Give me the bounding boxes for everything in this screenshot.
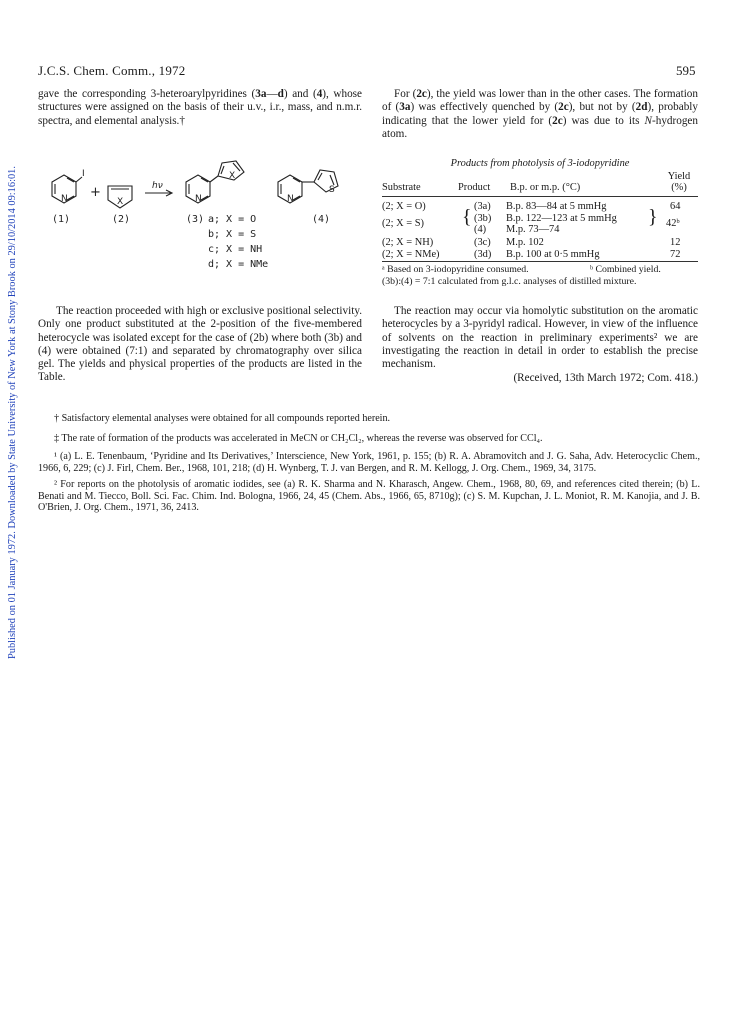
atom-N-3: N — [195, 194, 202, 204]
products-table — [382, 171, 698, 193]
atom-S-4: S — [329, 185, 335, 195]
left-bottom-paragraph: The reaction proceeded with high or exclusive positional selectivity. Only one product substituted at the 2-position of the five-membered heterocycle was isolated except for the case of (2b) where both (3b) and (4) were obtained (7:1) and separated by chromatography over silica gel. The yields and physical properties of the products are listed in the Table. — [38, 305, 362, 384]
table-row: (2; X = NH) (3c) M.p. 102 12 — [382, 237, 681, 248]
plus-sign: + — [90, 185, 101, 200]
header-substrate: Substrate — [382, 182, 421, 193]
table-footnote-ratio: (3b):(4) = 7:1 calculated from g.l.c. analyses of distilled mixture. — [382, 276, 637, 287]
page-number: 595 — [676, 63, 696, 78]
atom-X-3: X — [229, 171, 236, 181]
reference-1: ¹ (a) L. E. Tenenbaum, ‘Pyridine and Its Derivatives,’ Interscience, New York, 1961, p. 155; (b) R. A. Abramovitch and J. G. Saha, Adv. Heterocyclic Chem., 1966, 6, 229; (c) J. Firl, Chem. Ber., 1968, 101, 218; (d) H. Wynberg, T. J. van Bergen, and R. M. Kellogg, J. Org. Chem., 1969, 34, 3175. — [38, 451, 700, 474]
table-caption: Products from photolysis of 3-iodopyridine — [450, 158, 630, 169]
header-property: B.p. or m.p. (°C) — [510, 182, 581, 193]
variant-c: c; X = NH — [208, 244, 263, 255]
table-rule-bottom — [382, 261, 698, 262]
table-row: (2; X = S) { (3b) (4) B.p. 122—123 at 5 mmHg M.p. 73—74 } 42ᵇ — [382, 206, 680, 235]
variant-a: a; X = O — [208, 214, 257, 225]
table-footnotes — [382, 264, 698, 288]
table-header-row — [382, 171, 698, 193]
table-rule-top — [382, 196, 698, 197]
header-yield: Yield (%) — [667, 171, 691, 194]
journal-header: J.C.S. Chem. Comm., 1972 — [38, 63, 186, 78]
atom-I: I — [82, 169, 85, 179]
table-footnote-b: ᵇ Combined yield. — [590, 264, 661, 275]
compound-label-3: (3) — [186, 214, 205, 225]
right-top-paragraph: For (2c), the yield was lower than in the other cases. The formation of (3a) was effectively quenched by (2c), but not by (2d), probably indicating that the lower yield for (2c) was due to its N-hydrogen atom. — [382, 88, 699, 140]
table-row: (2; X = NMe) (3d) B.p. 100 at 0·5 mmHg 72 — [382, 249, 681, 260]
note-dagger: † Satisfactory elemental analyses were obtained for all compounds reported herein. — [54, 413, 391, 424]
reaction-scheme — [38, 158, 368, 283]
variant-b: b; X = S — [208, 229, 257, 240]
received-line: (Received, 13th March 1972; Com. 418.) — [513, 372, 698, 384]
table-body — [382, 201, 698, 261]
atom-N-1: N — [61, 194, 68, 204]
left-top-paragraph: gave the corresponding 3-heteroarylpyridines (3a—d) and (4), whose structures were assigned on the basis of their u.v., i.r., mass, and n.m.r. spectra, and elemental analysis.† — [38, 88, 362, 127]
compound-label-2: (2) — [112, 214, 131, 225]
compound-label-1: (1) — [52, 214, 71, 225]
table-row: (2; X = O) (3a) B.p. 83—84 at 5 mmHg 64 — [382, 201, 681, 212]
hv-label: hν — [152, 181, 163, 191]
atom-X-2: X — [117, 197, 124, 207]
compound-label-4: (4) — [312, 214, 331, 225]
reference-2: ² For reports on the photolysis of aromatic iodides, see (a) R. K. Sharma and N. Kharasch, Angew. Chem., 1968, 80, 69, and references cited therein; (b) L. Benati and M. Tiecco, Boll. Sci. Fac. Chim. Ind. Bologna, 1966, 24, 45 (Chem. Abs., 1966, 65, 8710g); (c) S. M. Kupchan, J. L. Moniot, R. M. Kanojia, and J. B. O'Brien, J. Org. Chem., 1971, 36, 2413. — [38, 479, 700, 514]
table-footnote-a: ᵃ Based on 3-iodopyridine consumed. — [382, 264, 529, 275]
header-product: Product — [458, 182, 491, 193]
download-watermark: Published on 01 January 1972. Downloaded by State University of New York at Stony Brook on 29/10/2014 09:16:01. — [7, 166, 18, 659]
variant-d: d; X = NMe — [208, 259, 269, 270]
atom-N-4: N — [287, 194, 294, 204]
right-bottom-paragraph: The reaction may occur via homolytic substitution on the aromatic heterocycles by a 3-pyridyl radical. However, in view of the influence of solvents on the reaction in preliminary experiments² we are investigating the reaction in detail in order to establish the precise mechanism. — [382, 305, 698, 371]
note-ddagger: ‡ The rate of formation of the products was accelerated in MeCN or CH₂Cl₂, whereas the reverse was observed for CCl₄. — [54, 433, 543, 444]
